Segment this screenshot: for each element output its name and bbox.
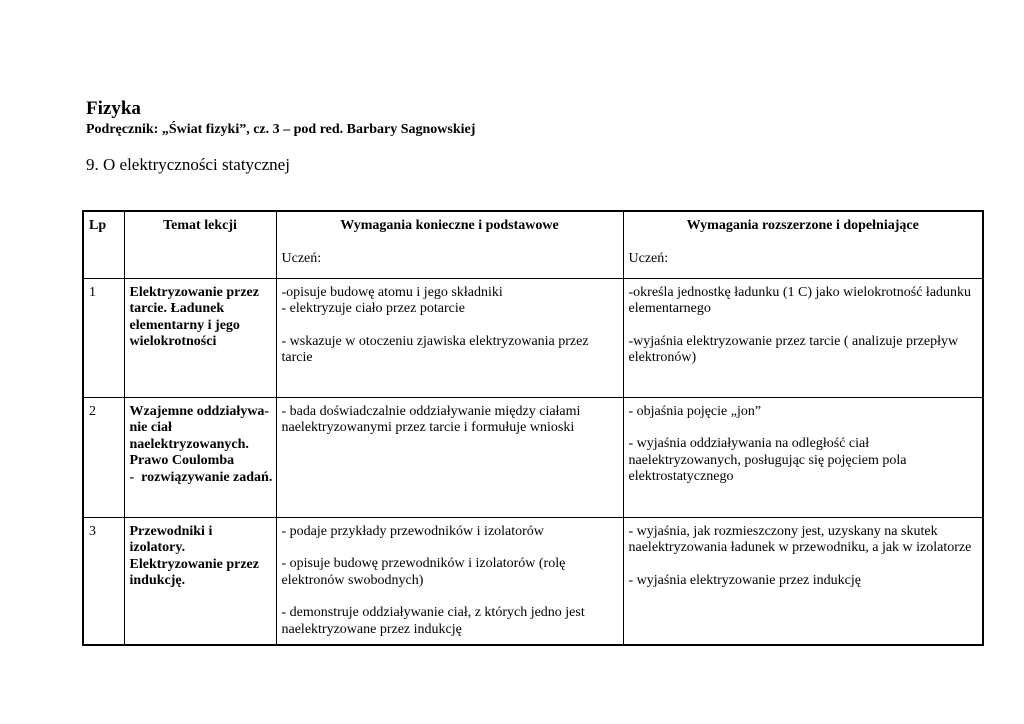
table-row bbox=[83, 517, 983, 645]
table-header-row bbox=[83, 211, 983, 278]
row-lp: 1 bbox=[83, 278, 124, 397]
row-extended-requirements bbox=[623, 517, 983, 645]
row-extended-requirements bbox=[623, 397, 983, 517]
row-extended-requirements bbox=[623, 278, 983, 397]
row-basic-requirements bbox=[276, 278, 623, 397]
row-lp: 2 bbox=[83, 397, 124, 517]
topic-line: Prawo Coulomba bbox=[129, 453, 235, 468]
requirement-item: - elektryzuje ciało przez potarcie bbox=[281, 301, 465, 316]
topic-line: Wzajemne oddziaływa- bbox=[129, 403, 270, 419]
table-row bbox=[83, 278, 983, 397]
requirement-item: -wyjaśnia elektryzowanie przez tarcie ( analizuje przepływ elektronów) bbox=[628, 333, 959, 365]
row-basic-requirements bbox=[276, 517, 623, 645]
requirement-item: - objaśnia pojęcie „jon” bbox=[628, 403, 762, 419]
header-basic-student: Uczeń: bbox=[281, 250, 322, 266]
row-topic bbox=[124, 278, 276, 397]
topic-line: Elektryzowanie przez bbox=[129, 556, 259, 572]
document-title: Fizyka bbox=[86, 98, 141, 119]
section-heading: 9. O elektryczności statycznej bbox=[86, 155, 290, 174]
table-row bbox=[83, 397, 983, 517]
topic-line: indukcję. bbox=[129, 573, 186, 588]
row-lp: 3 bbox=[83, 517, 124, 645]
topic-line: - rozwiązywanie zadań. bbox=[129, 469, 273, 485]
topic-line: Przewodniki i izolatory. bbox=[129, 523, 213, 555]
requirement-item: - podaje przykłady przewodników i izolatorów bbox=[281, 523, 544, 539]
header-basic bbox=[276, 211, 623, 278]
topic-line: Elektryzowanie przez bbox=[129, 284, 259, 300]
requirement-item: - demonstruje oddziaływanie ciał, z których jedno jest naelektryzowane przez indukcję bbox=[281, 605, 585, 637]
topic-line: naelektryzowanych. bbox=[129, 436, 249, 452]
header-topic: Temat lekcji bbox=[124, 211, 276, 278]
header-lp: Lp bbox=[83, 211, 124, 278]
row-topic bbox=[124, 517, 276, 645]
header-extended bbox=[623, 211, 983, 278]
requirement-item: - wskazuje w otoczeniu zjawiska elektryzowania przez tarcie bbox=[281, 333, 589, 365]
header-extended-student: Uczeń: bbox=[628, 250, 669, 266]
requirements-table bbox=[82, 210, 984, 646]
header-extended-label: Wymagania rozszerzone i dopełniające bbox=[686, 218, 919, 233]
topic-line: wielokrotności bbox=[129, 334, 217, 349]
requirement-item: - opisuje budowę przewodników i izolatorów (rolę elektronów swobodnych) bbox=[281, 556, 566, 588]
requirement-item: - wyjaśnia oddziaływania na odległość ciał naelektryzowanych, posługując się pojęciem pola elektrostatycznego bbox=[628, 436, 907, 484]
requirement-item: - wyjaśnia, jak rozmieszczony jest, uzyskany na skutek naelektryzowania ładunek w przewodniku, a jak w izolatorze bbox=[628, 523, 972, 555]
requirement-item: -określa jednostkę ładunku (1 C) jako wielokrotność ładunku elementarnego bbox=[628, 284, 972, 316]
requirement-item: -opisuje budowę atomu i jego składniki bbox=[281, 284, 503, 300]
header-basic-label: Wymagania konieczne i podstawowe bbox=[340, 218, 559, 233]
topic-line: tarcie. Ładunek bbox=[129, 301, 225, 316]
topic-line: nie ciał bbox=[129, 420, 172, 435]
row-topic bbox=[124, 397, 276, 517]
topic-line: elementarny i jego bbox=[129, 317, 240, 333]
row-basic-requirements bbox=[276, 397, 623, 517]
requirement-item: - bada doświadczalnie oddziaływanie między ciałami naelektryzowanymi przez tarcie i formułuje wnioski bbox=[281, 403, 581, 435]
requirement-item: - wyjaśnia elektryzowanie przez indukcję bbox=[628, 572, 861, 588]
textbook-subtitle: Podręcznik: „Świat fizyki”, cz. 3 – pod red. Barbary Sagnowskiej bbox=[86, 122, 476, 137]
